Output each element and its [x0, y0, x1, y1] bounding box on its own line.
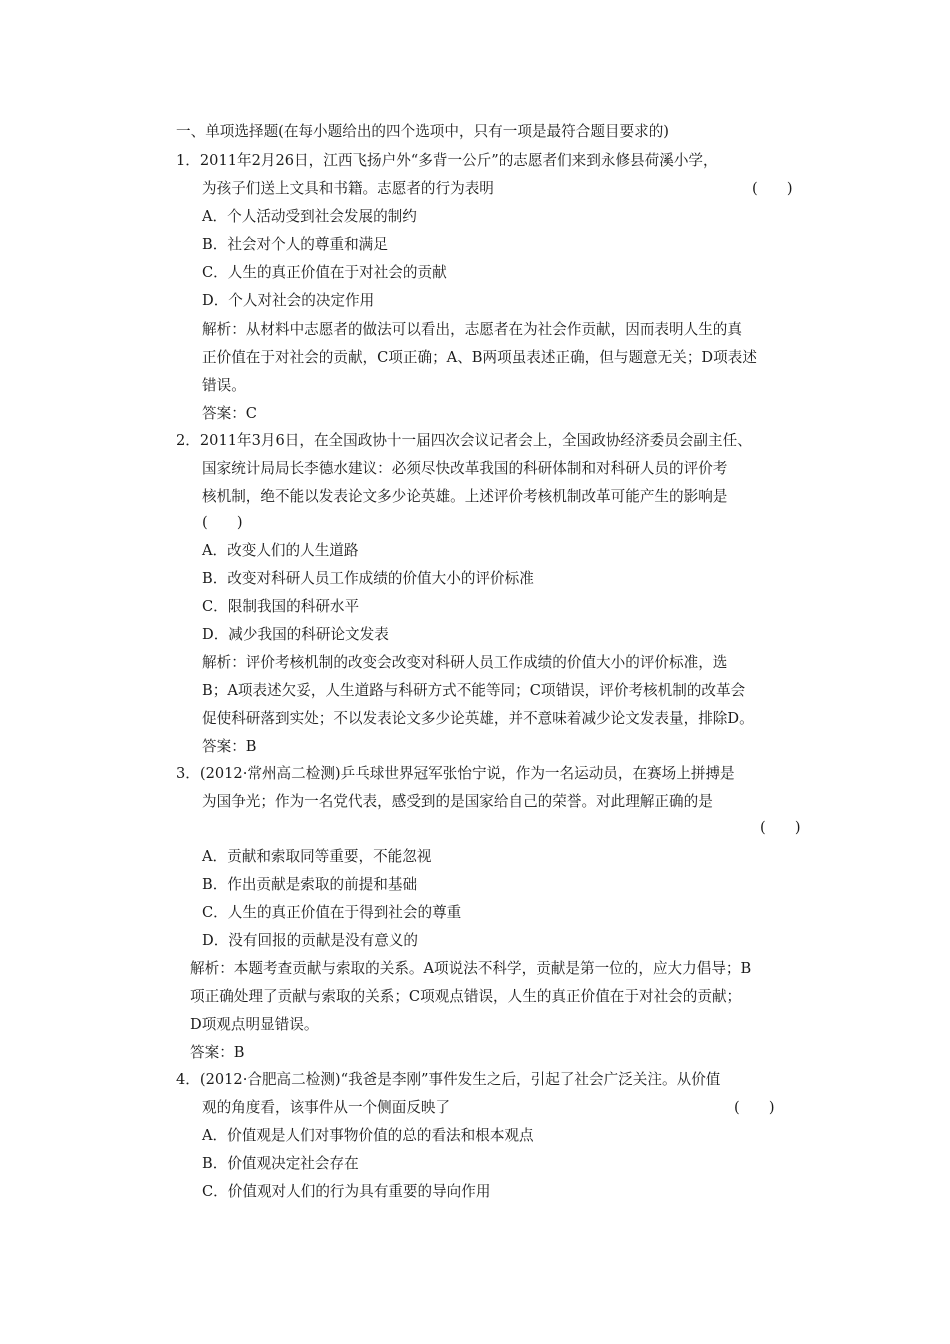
- answer-line: 答案：B: [202, 738, 257, 755]
- option-c: C．价值观对人们的行为具有重要的导向作用: [202, 1183, 491, 1200]
- answer-blank: ( ): [734, 1099, 775, 1116]
- option-b: B．作出贡献是索取的前提和基础: [202, 876, 418, 893]
- analysis-line: B；A项表述欠妥，人生道路与科研方式不能等同；C项错误，评价考核机制的改革会: [202, 682, 746, 699]
- option-c: C．人生的真正价值在于得到社会的尊重: [202, 904, 462, 921]
- option-a: A．改变人们的人生道路: [202, 542, 359, 559]
- answer-line: 答案：B: [190, 1044, 245, 1061]
- analysis-line: 正价值在于对社会的贡献，C项正确；A、B两项虽表述正确，但与题意无关；D项表述: [202, 349, 757, 366]
- question-stem-line: 为国争光；作为一名党代表，感受到的是国家给自己的荣誉。对此理解正确的是: [202, 793, 713, 810]
- option-a: A．贡献和索取同等重要，不能忽视: [202, 848, 432, 865]
- question-stem-line: 为孩子们送上文具和书籍。志愿者的行为表明: [202, 180, 494, 197]
- answer-blank: ( ): [752, 180, 793, 197]
- option-b: B．改变对科研人员工作成绩的价值大小的评价标准: [202, 570, 534, 587]
- option-b: B．社会对个人的尊重和满足: [202, 236, 388, 253]
- option-d: D．没有回报的贡献是没有意义的: [202, 932, 419, 949]
- option-a: A．个人活动受到社会发展的制约: [202, 208, 417, 225]
- analysis-line: 错误。: [202, 377, 246, 394]
- option-d: D．个人对社会的决定作用: [202, 292, 375, 309]
- option-a: A．价值观是人们对事物价值的总的看法和根本观点: [202, 1127, 534, 1144]
- analysis-line: 解析：评价考核机制的改变会改变对科研人员工作成绩的价值大小的评价标准，选: [202, 654, 728, 671]
- answer-blank: ( ): [202, 514, 243, 531]
- question-stem-line: 4．(2012·合肥高二检测)“我爸是李刚”事件发生之后，引起了社会广泛关注。从价值: [176, 1071, 721, 1088]
- question-stem-line: 2．2011年3月6日，在全国政协十一届四次会议记者会上，全国政协经济委员会副主任、: [176, 432, 752, 449]
- question-stem-line: 1．2011年2月26日，江西飞扬户外“多背一公斤”的志愿者们来到永修县荷溪小学，: [176, 152, 718, 169]
- analysis-line: 促使科研落到实处；不以发表论文多少论英雄，并不意味着减少论文发表量，排除D。: [202, 710, 754, 727]
- question-stem-line: 核机制，绝不能以发表论文多少论英雄。上述评价考核机制改革可能产生的影响是: [202, 488, 728, 505]
- analysis-line: 解析：本题考查贡献与索取的关系。A项说法不科学，贡献是第一位的，应大力倡导；B: [190, 960, 752, 977]
- answer-line: 答案：C: [202, 405, 257, 422]
- analysis-line: 解析：从材料中志愿者的做法可以看出，志愿者在为社会作贡献，因而表明人生的真: [202, 321, 742, 338]
- analysis-line: 项正确处理了贡献与索取的关系；C项观点错误，人生的真正价值在于对社会的贡献；: [190, 988, 742, 1005]
- analysis-line: D项观点明显错误。: [190, 1016, 319, 1033]
- option-c: C．人生的真正价值在于对社会的贡献: [202, 264, 447, 281]
- question-stem-line: 3．(2012·常州高二检测)乒乓球世界冠军张怡宁说，作为一名运动员，在赛场上拼搏是: [176, 765, 735, 782]
- question-stem-line: 观的角度看，该事件从一个侧面反映了: [202, 1099, 451, 1116]
- option-b: B．价值观决定社会存在: [202, 1155, 359, 1172]
- option-d: D．减少我国的科研论文发表: [202, 626, 389, 643]
- option-c: C．限制我国的科研水平: [202, 598, 360, 615]
- section-heading: 一、单项选择题(在每小题给出的四个选项中，只有一项是最符合题目要求的): [176, 123, 669, 140]
- question-stem-line: 国家统计局局长李德水建议：必须尽快改革我国的科研体制和对科研人员的评价考: [202, 460, 728, 477]
- answer-blank: ( ): [760, 819, 801, 836]
